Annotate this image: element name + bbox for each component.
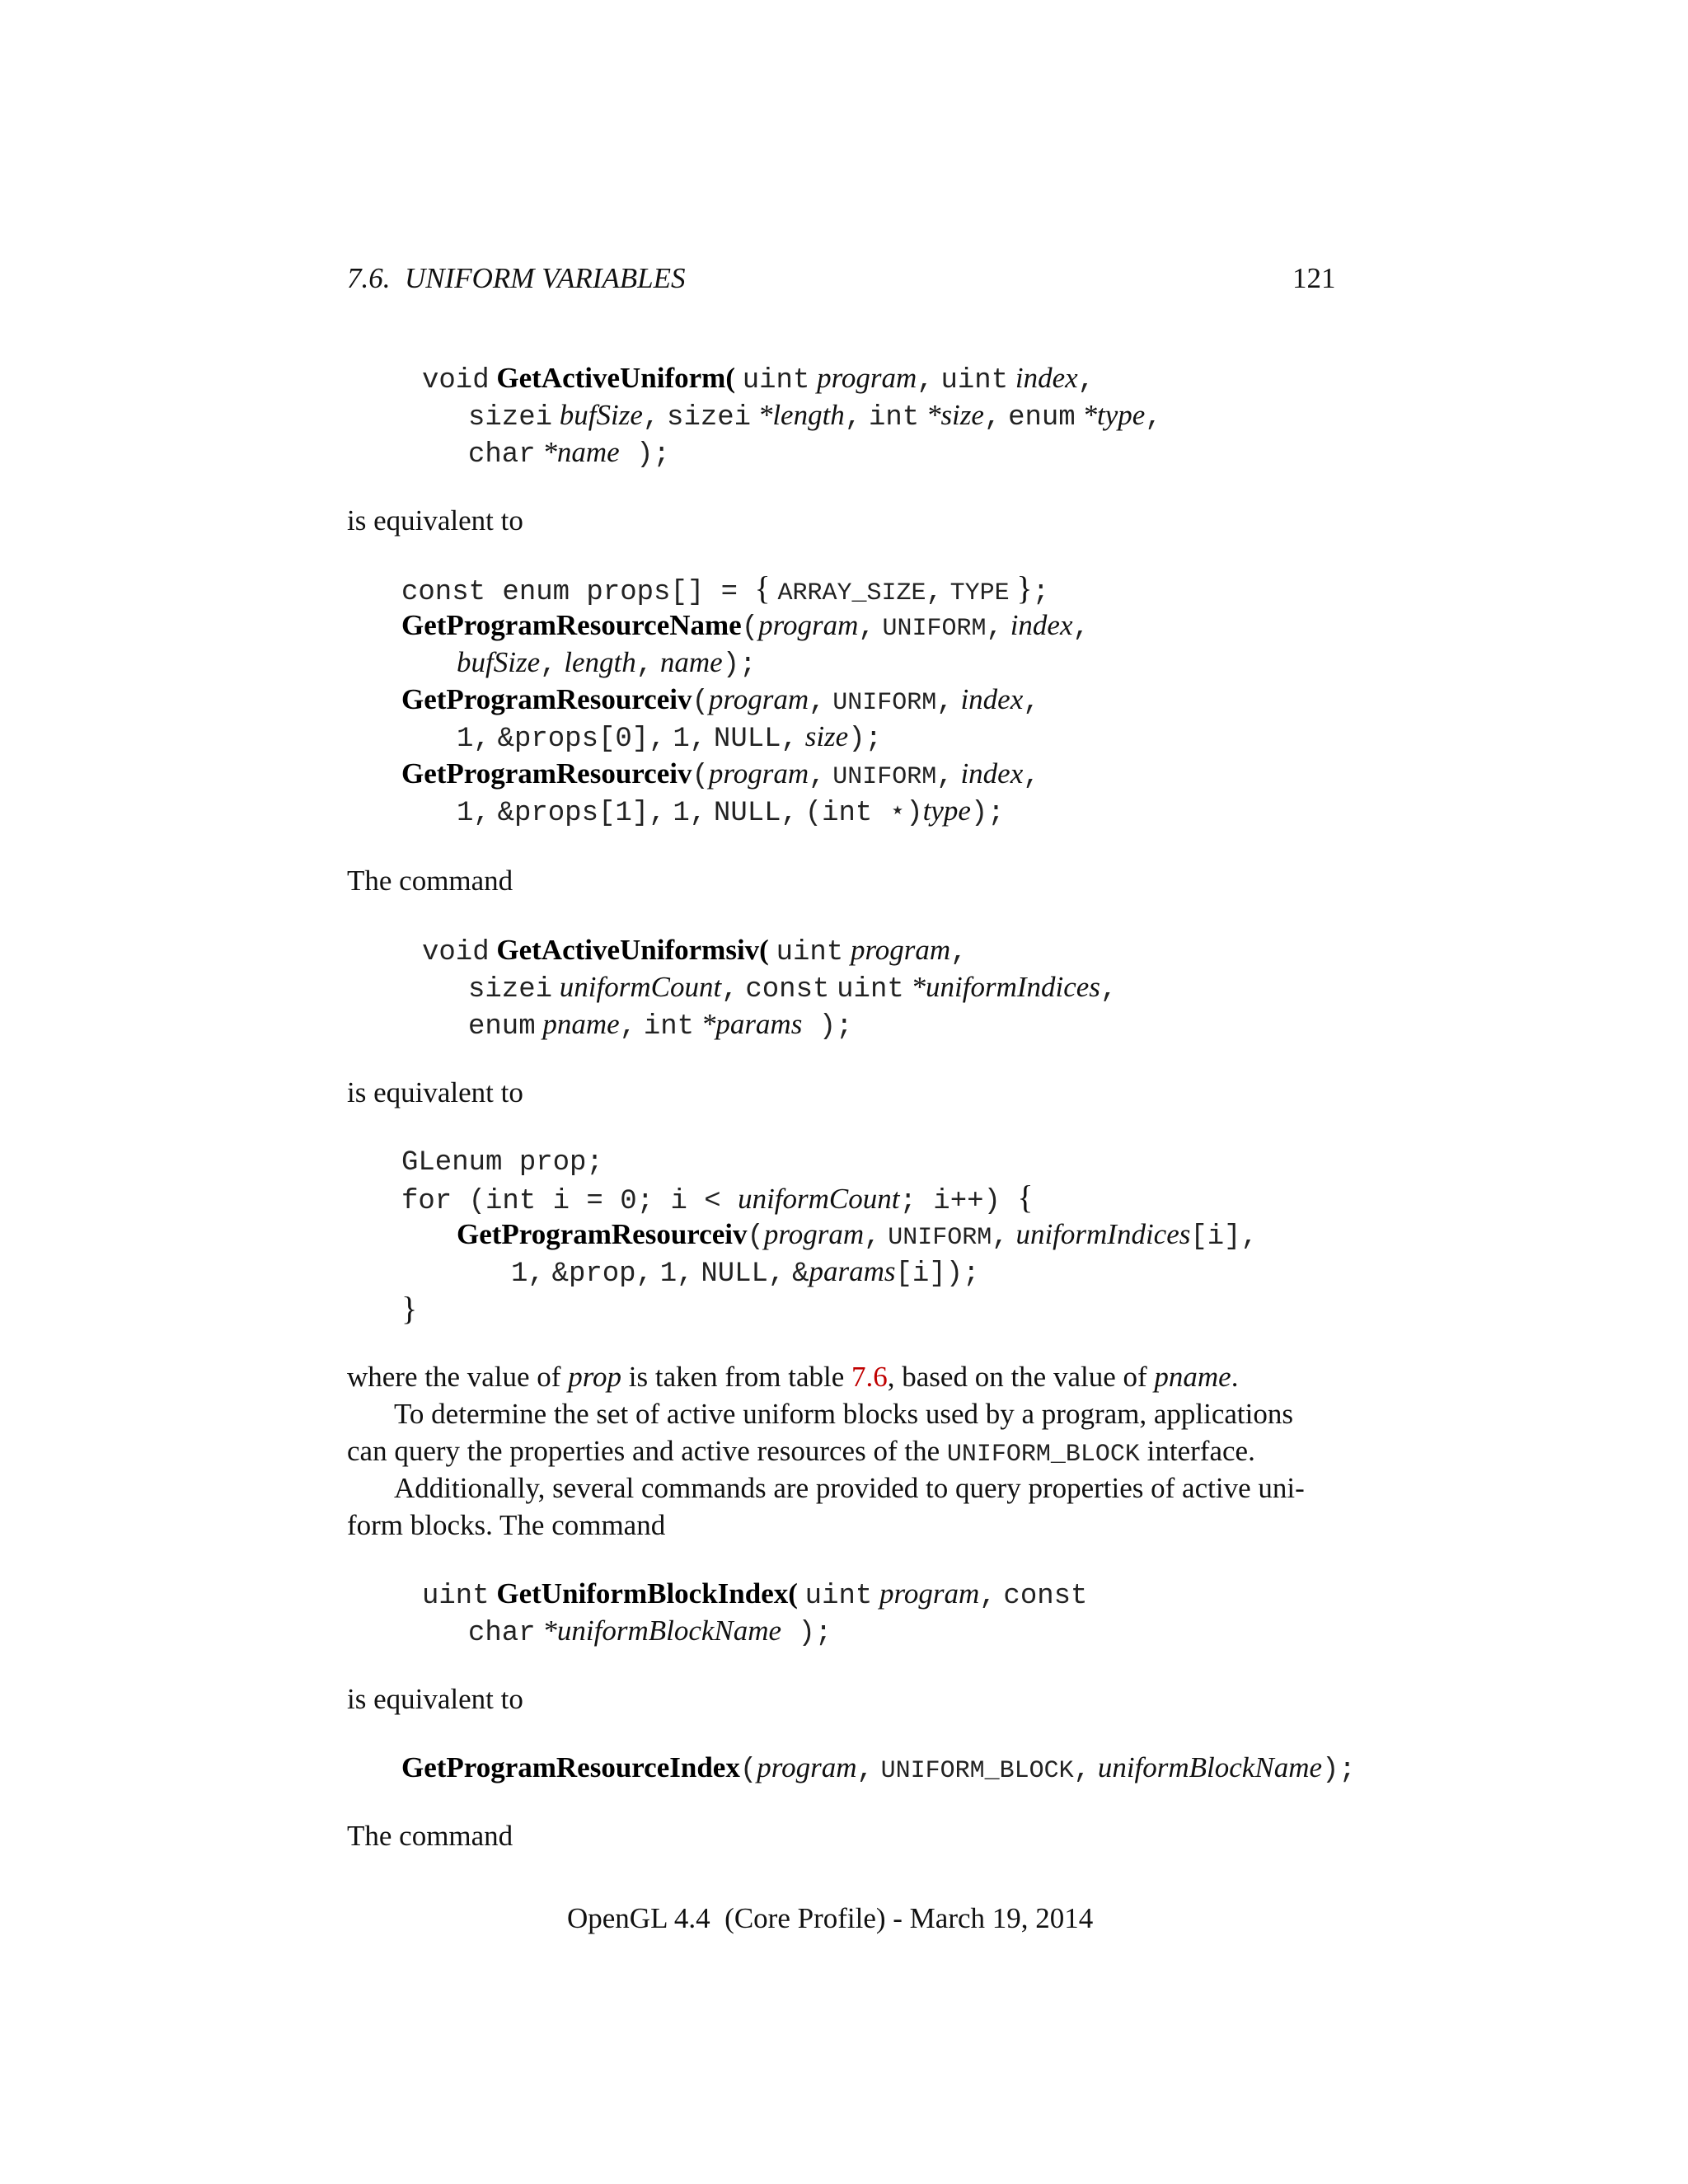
proto-get-active-uniformsiv-line-3: enum pname, int *params ); [468, 1008, 853, 1043]
code-get-program-resource-index: GetProgramResourceIndex(program, UNIFORM_BLOCK, uniformBlockName); [401, 1751, 1356, 1786]
is-equivalent-to-3: is equivalent to [347, 1683, 523, 1715]
additionally-paragraph-line-1: Additionally, several commands are provided to query properties of active uni- [394, 1472, 1305, 1504]
where-paragraph: where the value of prop is taken from table 7.6, based on the value of pname. [347, 1361, 1239, 1393]
proto-get-active-uniformsiv-line-2: sizei uniformCount, const uint *uniformIndices, [468, 971, 1118, 1005]
proto-get-active-uniform-line-2: sizei bufSize, sizei *length, int *size, enum *type, [468, 399, 1162, 434]
blocks-paragraph-line-1: To determine the set of active uniform blocks used by a program, applications [394, 1398, 1293, 1430]
code-loop-body-line-1: GetProgramResourceiv(program, UNIFORM, uniformIndices[i], [457, 1218, 1258, 1253]
running-header: 7.6. UNIFORM VARIABLES [347, 262, 686, 294]
blocks-paragraph-line-2: can query the properties and active resources of the UNIFORM_BLOCK interface. [347, 1435, 1255, 1469]
page-number: 121 [1292, 262, 1336, 294]
is-equivalent-to-1: is equivalent to [347, 504, 523, 537]
code-get-program-resourceiv-type-line-1: GetProgramResourceiv(program, UNIFORM, index, [401, 757, 1040, 792]
proto-get-active-uniform-line-3: char *name ); [468, 436, 670, 471]
page-footer: OpenGL 4.4 (Core Profile) - March 19, 2014 [567, 1902, 1094, 1934]
proto-get-active-uniform-line-1: void GetActiveUniform( uint program, uint index, [422, 362, 1095, 396]
code-props-decl: const enum props[] = { ARRAY_SIZE, TYPE }; [401, 569, 1049, 608]
code-for-loop-head: for (int i = 0; i < uniformCount; i++) { [401, 1179, 1034, 1217]
code-get-program-resource-name-line-1: GetProgramResourceName(program, UNIFORM, index, [401, 609, 1090, 644]
additionally-paragraph-line-2: form blocks. The command [347, 1509, 666, 1541]
proto-get-uniform-block-index-line-1: uint GetUniformBlockIndex( uint program, const [422, 1577, 1088, 1612]
code-loop-body-line-2: 1, &prop, 1, NULL, &params[i]); [511, 1255, 980, 1290]
code-get-program-resourceiv-size-line-1: GetProgramResourceiv(program, UNIFORM, index, [401, 683, 1040, 718]
table-7-6-link[interactable]: 7.6 [851, 1361, 888, 1393]
the-command-1: The command [347, 865, 513, 897]
code-glenum-prop: GLenum prop; [401, 1147, 603, 1179]
the-command-2: The command [347, 1820, 513, 1852]
code-get-program-resource-name-line-2: bufSize, length, name); [457, 646, 757, 681]
proto-get-active-uniformsiv-line-1: void GetActiveUniformsiv( uint program, [422, 934, 968, 968]
code-loop-close: } [401, 1290, 418, 1327]
proto-get-uniform-block-index-line-2: char *uniformBlockName ); [468, 1615, 832, 1649]
code-get-program-resourceiv-type-line-2: 1, &props[1], 1, NULL, (int ⋆)type); [457, 794, 1005, 829]
code-get-program-resourceiv-size-line-2: 1, &props[0], 1, NULL, size); [457, 720, 883, 755]
is-equivalent-to-2: is equivalent to [347, 1076, 523, 1108]
